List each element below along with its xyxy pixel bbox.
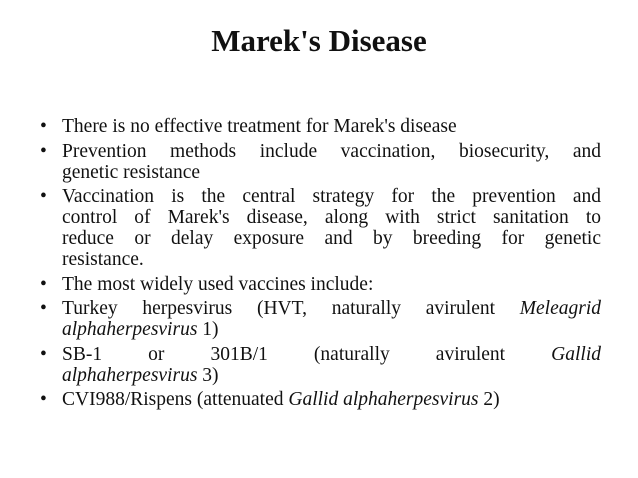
bullet-text-line: [62, 298, 601, 319]
bullet-text: 2): [478, 389, 500, 410]
bullet-text: SB-1 or 301B/1 (naturally avirulent: [62, 343, 552, 365]
bullet-text-line: [62, 319, 601, 340]
bullet-text: • Vaccination is the central strategy for the prevention and: [62, 186, 601, 207]
bullet-item: [40, 186, 601, 270]
bullet-text: genetic resistance: [62, 161, 201, 183]
bullet-text: 1): [197, 319, 219, 340]
species-name: Meleagrid: [519, 298, 601, 319]
bullet-text: control of Marek's disease, along with strict sanitation to: [62, 207, 601, 228]
bullet-text: resistance.: [62, 249, 144, 270]
bullet-text-line: [62, 389, 601, 410]
species-name: Gallid: [551, 343, 601, 365]
bullet-text: Turkey herpesvirus (HVT, naturally avirulent: [62, 298, 520, 319]
species-name: alphaherpesvirus: [62, 364, 198, 386]
bullet-text-line: [62, 344, 601, 365]
bullet-list: [40, 116, 601, 414]
bullet-text-line: [62, 365, 601, 386]
bullet-item: [40, 389, 601, 410]
species-name: alphaherpesvirus: [62, 319, 198, 340]
bullet-text: • There is no effective treatment for Marek's disease: [62, 116, 457, 137]
bullet-text: CVI988/Rispens (attenuated: [62, 389, 289, 410]
bullet-text: reduce or delay exposure and by breeding for genetic: [62, 228, 601, 249]
bullet-item: [40, 116, 601, 137]
bullet-item: [40, 344, 601, 386]
bullet-item: [40, 141, 601, 183]
bullet-text: • The most widely used vaccines include:: [62, 273, 374, 295]
slide-title: Marek's Disease: [211, 23, 427, 58]
bullet-text: 3): [197, 364, 219, 386]
bullet-item: [40, 298, 601, 340]
bullet-item: [40, 274, 601, 295]
bullet-text: • Prevention methods include vaccination, biosecurity, and: [62, 140, 601, 162]
species-name: Gallid alphaherpesvirus: [288, 389, 479, 410]
